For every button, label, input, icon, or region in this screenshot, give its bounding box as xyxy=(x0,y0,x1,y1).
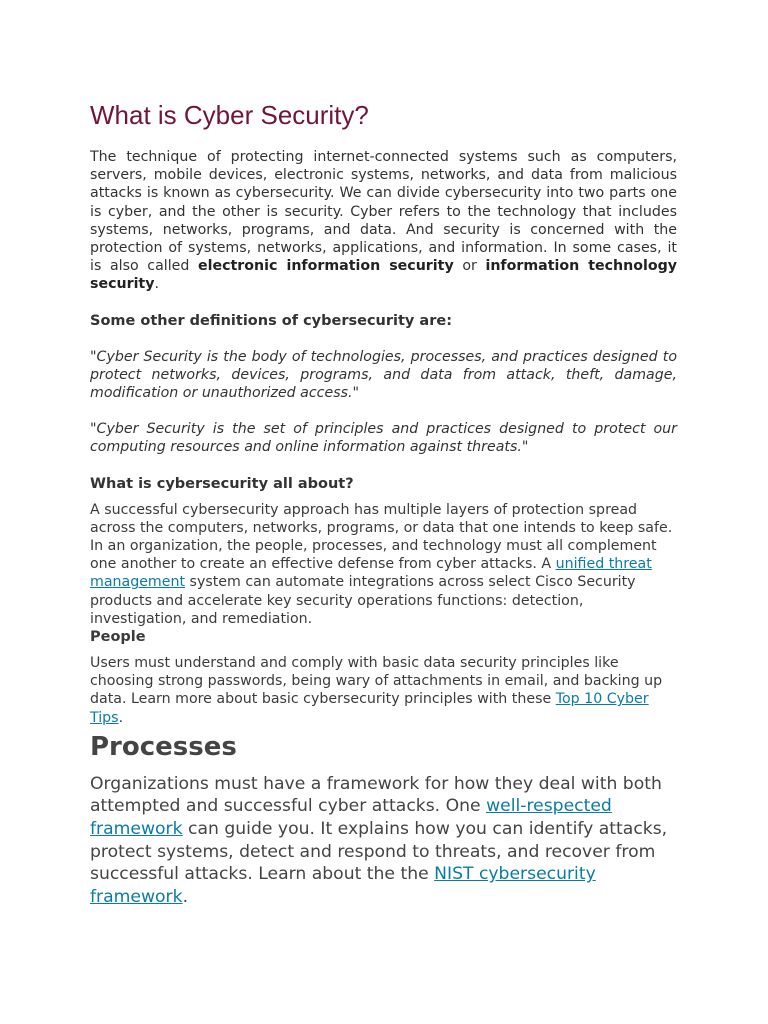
definition-quote-2 xyxy=(90,420,677,456)
intro-mid: or xyxy=(453,258,486,275)
intro-bold-term-2: information technology security xyxy=(90,258,677,293)
definitions-heading: Some other definitions of cybersecurity are: xyxy=(90,312,452,329)
quote-2-text: Cyber Security is the set of principles and practices designed to protect our computing resources and online information against threats. xyxy=(90,421,677,456)
article xyxy=(90,97,677,908)
open-quote: " xyxy=(90,348,97,365)
intro-text: The technique of protecting internet-connected systems such as computers, servers, mobile devices, electronic systems, networks, and data from malicious attacks is known as cybersecurity. We can divide cybersecurity into two parts one is cyber, and the other is security. Cyber refers to the technology that includes systems, networks, programs, and data. And security is concerned with the protection of systems, networks, applications, and information. In some cases, it is also called xyxy=(90,149,677,275)
nist-framework-link[interactable]: NIST cybersecurity framework xyxy=(90,864,596,907)
people-heading: People xyxy=(90,629,146,646)
people-text: Users must understand and comply with basic data security principles like choosing strong passwords, being wary of attachments in email, and backing up data. Learn more about basic cybersecurity principles with these xyxy=(90,655,663,708)
intro-end: . xyxy=(154,276,159,293)
about-text-1: A successful cybersecurity approach has multiple layers of protection spread across the computers, networks, programs, or data that one intends to keep safe. In an organization, the people, processes, and technology must all complement one another to create an effective defense from cyber attacks. A xyxy=(90,501,673,573)
quote-1-text: Cyber Security is the body of technologies, processes, and practices designed to protect networks, devices, programs, and data from attack, theft, damage, modification or unauthorized access. xyxy=(90,348,677,402)
people-end: . xyxy=(118,709,124,726)
about-paragraph xyxy=(90,501,677,628)
close-quote: " xyxy=(352,385,360,402)
processes-paragraph xyxy=(90,773,677,909)
about-text-2: system can automate integrations across select Cisco Security products and accelerate key security operations functions: detection, investigation, and remediation. xyxy=(90,574,636,627)
people-paragraph xyxy=(90,654,677,727)
intro-bold-term-1: electronic information security xyxy=(198,258,454,275)
about-heading: What is cybersecurity all about? xyxy=(90,475,354,492)
processes-heading: Processes xyxy=(90,731,237,762)
page-title: What is Cyber Security? xyxy=(90,100,369,130)
processes-end: . xyxy=(182,886,189,907)
top-10-cyber-tips-link[interactable]: Top 10 Cyber Tips xyxy=(90,691,649,726)
well-respected-framework-link[interactable]: well-respected framework xyxy=(90,796,612,840)
processes-text-2: can guide you. It explains how you can identify attacks, protect systems, detect and respond to threats, and recover from successful attacks. Learn about the the xyxy=(90,819,668,885)
close-quote: " xyxy=(521,439,529,456)
open-quote: " xyxy=(90,421,97,438)
unified-threat-management-link[interactable]: unified threat management xyxy=(90,556,652,591)
intro-paragraph xyxy=(90,148,677,294)
processes-text-1: Organizations must have a framework for how they deal with both attempted and successful cyber attacks. One xyxy=(90,773,662,817)
definition-quote-1 xyxy=(90,348,677,403)
